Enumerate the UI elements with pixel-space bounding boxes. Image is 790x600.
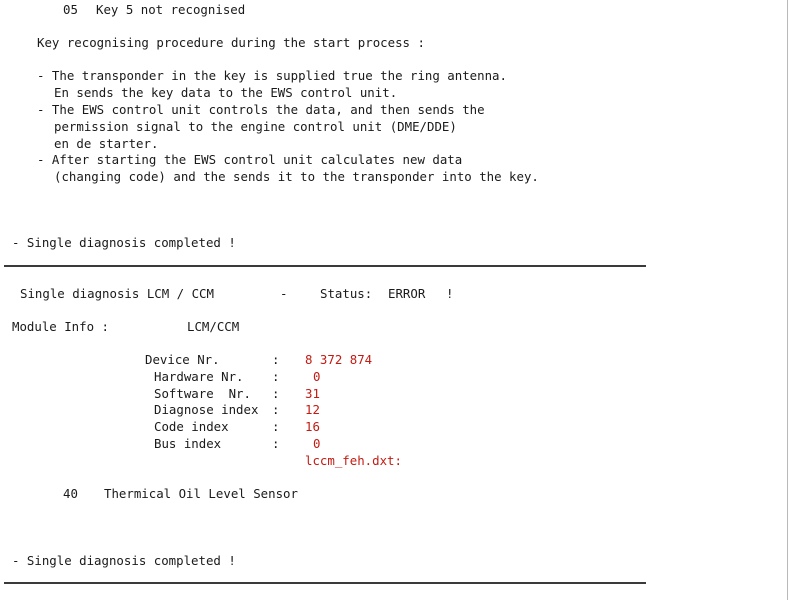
window-right-edge: [787, 0, 788, 600]
fault-title: Key 5 not recognised: [96, 2, 246, 17]
separator-line: [4, 265, 646, 267]
separator-line: [4, 582, 646, 584]
procedure-heading: Key recognising procedure during the start process :: [37, 35, 425, 50]
field-value-hardware: 0: [313, 369, 321, 384]
diagnosis-completed: - Single diagnosis completed !: [12, 553, 236, 568]
field-value-software: 31: [305, 386, 320, 401]
bullet-3-line-1: - After starting the EWS control unit calculates new data: [37, 152, 463, 167]
field-colon: :: [272, 369, 280, 384]
field-label-diagnose-index: Diagnose index: [154, 402, 259, 417]
field-value-bus-index: 0: [313, 436, 321, 451]
field-colon: :: [272, 419, 280, 434]
field-label-bus-index: Bus index: [154, 436, 222, 451]
bullet-2-line-2: permission signal to the engine control unit (DME/DDE): [54, 119, 457, 134]
status-label: Status:: [320, 286, 373, 301]
module-info-value: LCM/CCM: [187, 319, 240, 334]
fault-description: Thermical Oil Level Sensor: [104, 486, 298, 501]
fault-code: 05: [63, 2, 78, 17]
bullet-2-line-1: - The EWS control unit controls the data, and then sends the: [37, 102, 485, 117]
field-value-device: 8 372 874: [305, 352, 373, 367]
diagnosis-title: Single diagnosis LCM / CCM: [20, 286, 214, 301]
field-colon: :: [272, 386, 280, 401]
fault-file-name: lccm_feh.dxt:: [305, 453, 402, 468]
field-label-software: Software Nr.: [154, 386, 251, 401]
status-mark: !: [446, 286, 454, 301]
title-dash: -: [280, 286, 288, 301]
bullet-3-line-2: (changing code) and the sends it to the transponder into the key.: [54, 169, 539, 184]
module-info-label: Module Info :: [12, 319, 109, 334]
field-label-code-index: Code index: [154, 419, 229, 434]
field-colon: :: [272, 352, 280, 367]
field-colon: :: [272, 436, 280, 451]
diagnosis-completed: - Single diagnosis completed !: [12, 235, 236, 250]
bullet-2-line-3: en de starter.: [54, 136, 159, 151]
bullet-1-line-1: - The transponder in the key is supplied true the ring antenna.: [37, 68, 507, 83]
field-value-code-index: 16: [305, 419, 320, 434]
field-colon: :: [272, 402, 280, 417]
fault-code: 40: [63, 486, 78, 501]
field-value-diagnose-index: 12: [305, 402, 320, 417]
field-label-hardware: Hardware Nr.: [154, 369, 244, 384]
status-value: ERROR: [388, 286, 426, 301]
bullet-1-line-2: En sends the key data to the EWS control unit.: [54, 85, 398, 100]
field-label-device: Device Nr.: [145, 352, 220, 367]
